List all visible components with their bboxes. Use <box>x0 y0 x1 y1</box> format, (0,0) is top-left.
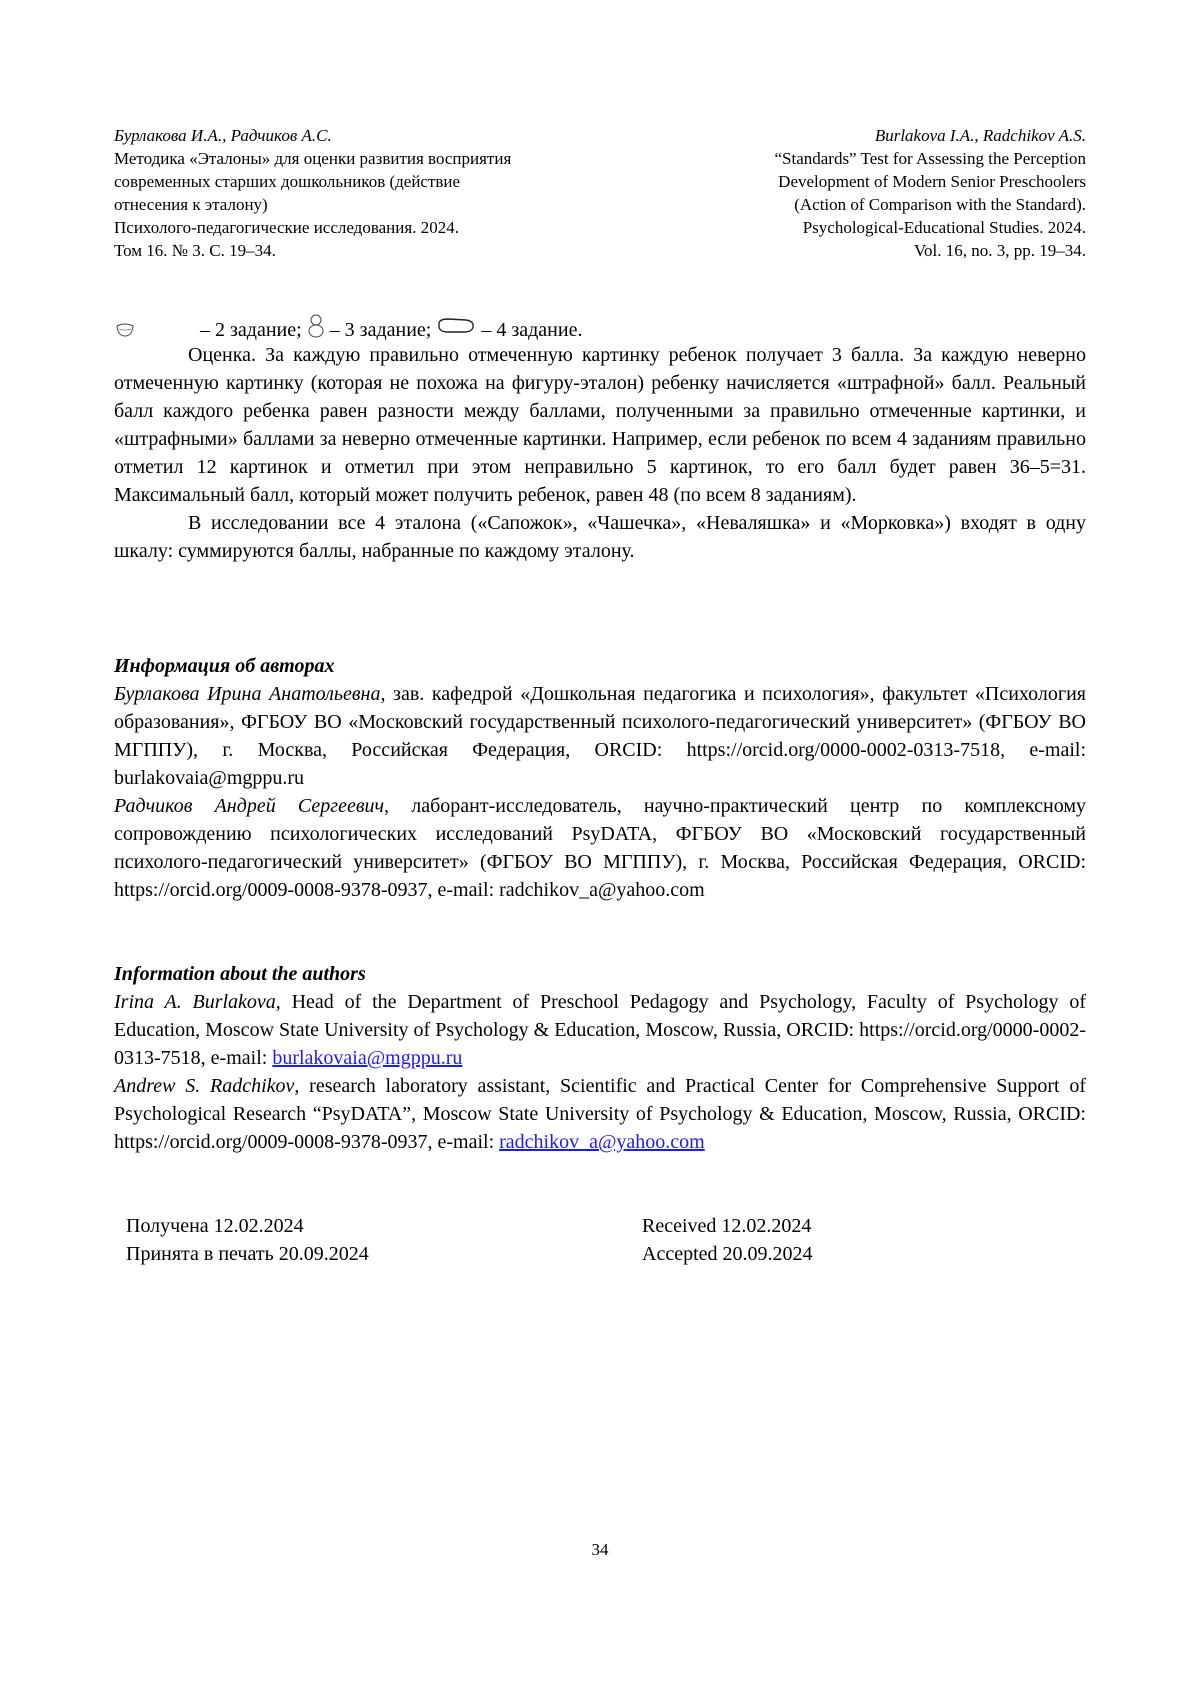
cup-shape-icon <box>114 321 136 339</box>
scale-paragraph: В исследовании все 4 эталона («Сапожок», «Чашечка», «Неваляшка» и «Морковка») входят в одну шкалу: суммируются баллы, набранные по каждому эталону. <box>114 512 1086 562</box>
author-2-en-name: Andrew S. Radchikov <box>114 1075 295 1097</box>
authors-info-en <box>114 960 1086 1156</box>
author-1-ru <box>114 680 1086 792</box>
header-authors-ru: Бурлакова И.А., Радчиков А.С. <box>114 126 332 145</box>
header-line-ru: Методика «Эталоны» для оценки развития восприятия <box>114 149 512 168</box>
header-left <box>114 124 634 262</box>
task-2-label: – 2 задание; <box>195 319 307 341</box>
header-line-ru: отнесения к эталону) <box>114 195 268 214</box>
header-line-ru: современных старших дошкольников (действие <box>114 172 461 191</box>
header-line-ru: Психолого-педагогические исследования. 2024. <box>114 218 459 237</box>
author-2-ru-details: , лаборант-исследователь, научно-практический центр по комплексному сопровождению психологических исследований PsyDATA, ФГБОУ ВО «Московский государственный психолого-педагогический университет» (ФГБОУ ВО МГППУ), г. Москва, Российская Федерация, ORCID: https://orcid.org/0009-0008-9378-0937, e-mail: radchikov_a@yahoo.com <box>114 795 1086 901</box>
dates-en <box>642 1212 813 1268</box>
authors-info-ru <box>114 652 1086 904</box>
received-date-en: Received 12.02.2024 <box>642 1215 812 1237</box>
author-1-en <box>114 988 1086 1072</box>
header-line-en: Vol. 16, no. 3, pp. 19–34. <box>913 241 1086 260</box>
header-line-en: (Action of Comparison with the Standard). <box>794 195 1086 214</box>
task-3-label: – 3 задание; <box>324 319 437 341</box>
author-2-ru <box>114 792 1086 904</box>
author-2-en-details: , research laboratory assistant, Scientific and Practical Center for Comprehensive Support of Psychological Research “PsyDATA”, Moscow State University of Psychology & Education, Moscow, Russia, ORCID: https://orcid.org/0009-0008-9378-0937, e-mail: <box>114 1075 1086 1153</box>
header-line-en: “Standards” Test for Assessing the Perception <box>774 149 1086 168</box>
header-line-en: Development of Modern Senior Preschoolers <box>778 172 1086 191</box>
author-1-email-link[interactable]: burlakovaia@mgppu.ru <box>272 1047 463 1069</box>
scoring-section <box>114 341 1086 565</box>
author-1-ru-name: Бурлакова Ирина Анатольевна, <box>114 683 386 705</box>
header-right <box>566 124 1086 262</box>
tasks-line <box>114 313 582 344</box>
author-2-ru-name: Радчиков Андрей Сергеевич <box>114 795 385 817</box>
author-2-en <box>114 1072 1086 1156</box>
author-1-ru-details: зав. кафедрой «Дошкольная педагогика и психология», факультет «Психология образования», ФГБОУ ВО «Московский государственный психолого-педагогический университет» (ФГБОУ ВО МГППУ), г. Москва, Российская Федерация, ORCID: https://orcid.org/0000-0002-0313-7518, e-mail: burlakovaia@mgppu.ru <box>114 683 1086 789</box>
header-line-en: Psychological-Educational Studies. 2024. <box>802 218 1086 237</box>
header-line-ru: Том 16. № 3. С. 19–34. <box>114 241 276 260</box>
boot-shape-icon <box>436 317 476 339</box>
dates-ru <box>126 1212 369 1268</box>
authors-en-title: Information about the authors <box>114 963 366 985</box>
authors-ru-title: Информация об авторах <box>114 655 335 677</box>
received-date-ru: Получена 12.02.2024 <box>126 1215 304 1237</box>
author-2-email-link[interactable]: radchikov_a@yahoo.com <box>499 1131 705 1153</box>
author-1-en-name: Irina A. Burlakova, <box>114 991 281 1013</box>
accepted-date-ru: Принята в печать 20.09.2024 <box>126 1243 369 1265</box>
author-1-en-details: Head of the Department of Preschool Pedagogy and Psychology, Faculty of Psychology of Education, Moscow State University of Psychology & Education, Moscow, Russia, ORCID: https://orcid.org/0000-0002-0313-7518, e-mail: <box>114 991 1086 1069</box>
page-number: 34 <box>591 1540 609 1559</box>
accepted-date-en: Accepted 20.09.2024 <box>642 1243 813 1265</box>
task-4-label: – 4 задание. <box>476 319 583 341</box>
tumbler-doll-shape-icon <box>307 313 325 339</box>
header-authors-en: Burlakova I.A., Radchikov A.S. <box>874 126 1086 145</box>
scoring-paragraph: Оценка. За каждую правильно отмеченную картинку ребенок получает 3 балла. За каждую неверно отмеченную картинку (которая не похожа на фигуру-эталон) ребенку начисляется «штрафной» балл. Реальный балл каждого ребенка равен разности между баллами, полученными за правильно отмеченные картинки, и «штрафными» баллами за неверно отмеченные картинки. Например, если ребенок по всем 4 заданиям правильно отметил 12 картинок и отметил при этом неправильно 5 картинок, то его балл будет равен 36–5=31. Максимальный балл, который может получить ребенок, равен 48 (по всем 8 заданиям). <box>114 344 1086 506</box>
